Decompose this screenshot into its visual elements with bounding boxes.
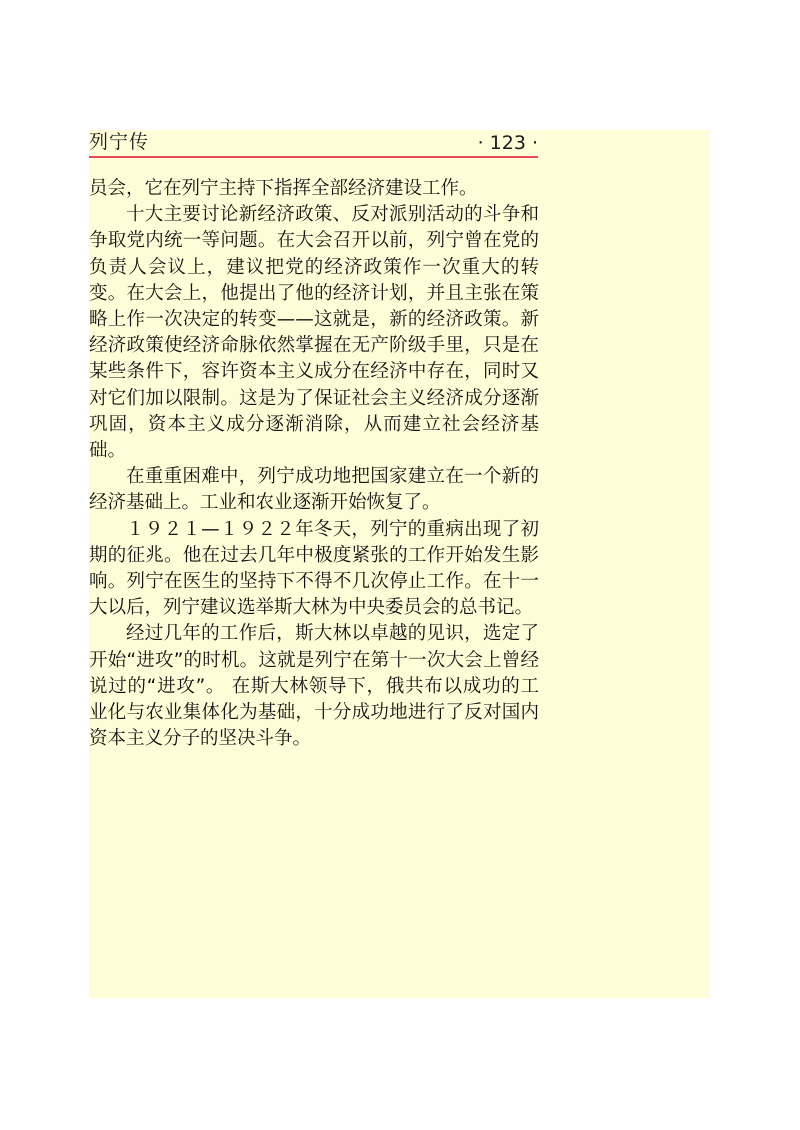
paragraph: 十大主要讨论新经济政策、反对派别活动的斗争和争取党内统一等问题。在大会召开以前，列宁曾在党的负责人会议上，建议把党的经济政策作一次重大的转变。在大会上，他提出了他的经济计划，并且主张在策略上作一次决定的转变——这就是，新的经济政策。新经济政策使经济命脉依然掌握在无产阶级手里，只是在某些条件下，容许资本主义成分在经济中存在，同时又对它们加以限制。这是为了保证社会主义经济成分逐渐巩固，资本主义成分逐渐消除，从而建立社会经济基础。 [89, 204, 539, 462]
body-text [89, 176, 539, 752]
page-number: · 123 · [477, 132, 538, 154]
paragraph-continuation: 员会，它在列宁主持下指挥全部经济建设工作。 [89, 178, 478, 199]
running-header [89, 128, 538, 158]
paragraph: 在重重困难中，列宁成功地把国家建立在一个新的经济基础上。工业和农业逐渐开始恢复了。 [89, 466, 539, 514]
book-title: 列宁传 [89, 131, 150, 153]
paragraph: １９２１—１９２２年冬天，列宁的重病出现了初期的征兆。他在过去几年中极度紧张的工作开始发生影响。列宁在医生的坚持下不得不几次停止工作。在十一大以后，列宁建议选举斯大林为中央委员会的总书记。 [89, 518, 539, 619]
paragraph: 经过几年的工作后，斯大林以卓越的见识，选定了开始“进攻”的时机。这就是列宁在第十一次大会上曾经说过的“进攻”。 在斯大林领导下，俄共布以成功的工业化与农业集体化为基础，十分成功地进行了反对国内资本主义分子的坚决斗争。 [89, 623, 539, 750]
